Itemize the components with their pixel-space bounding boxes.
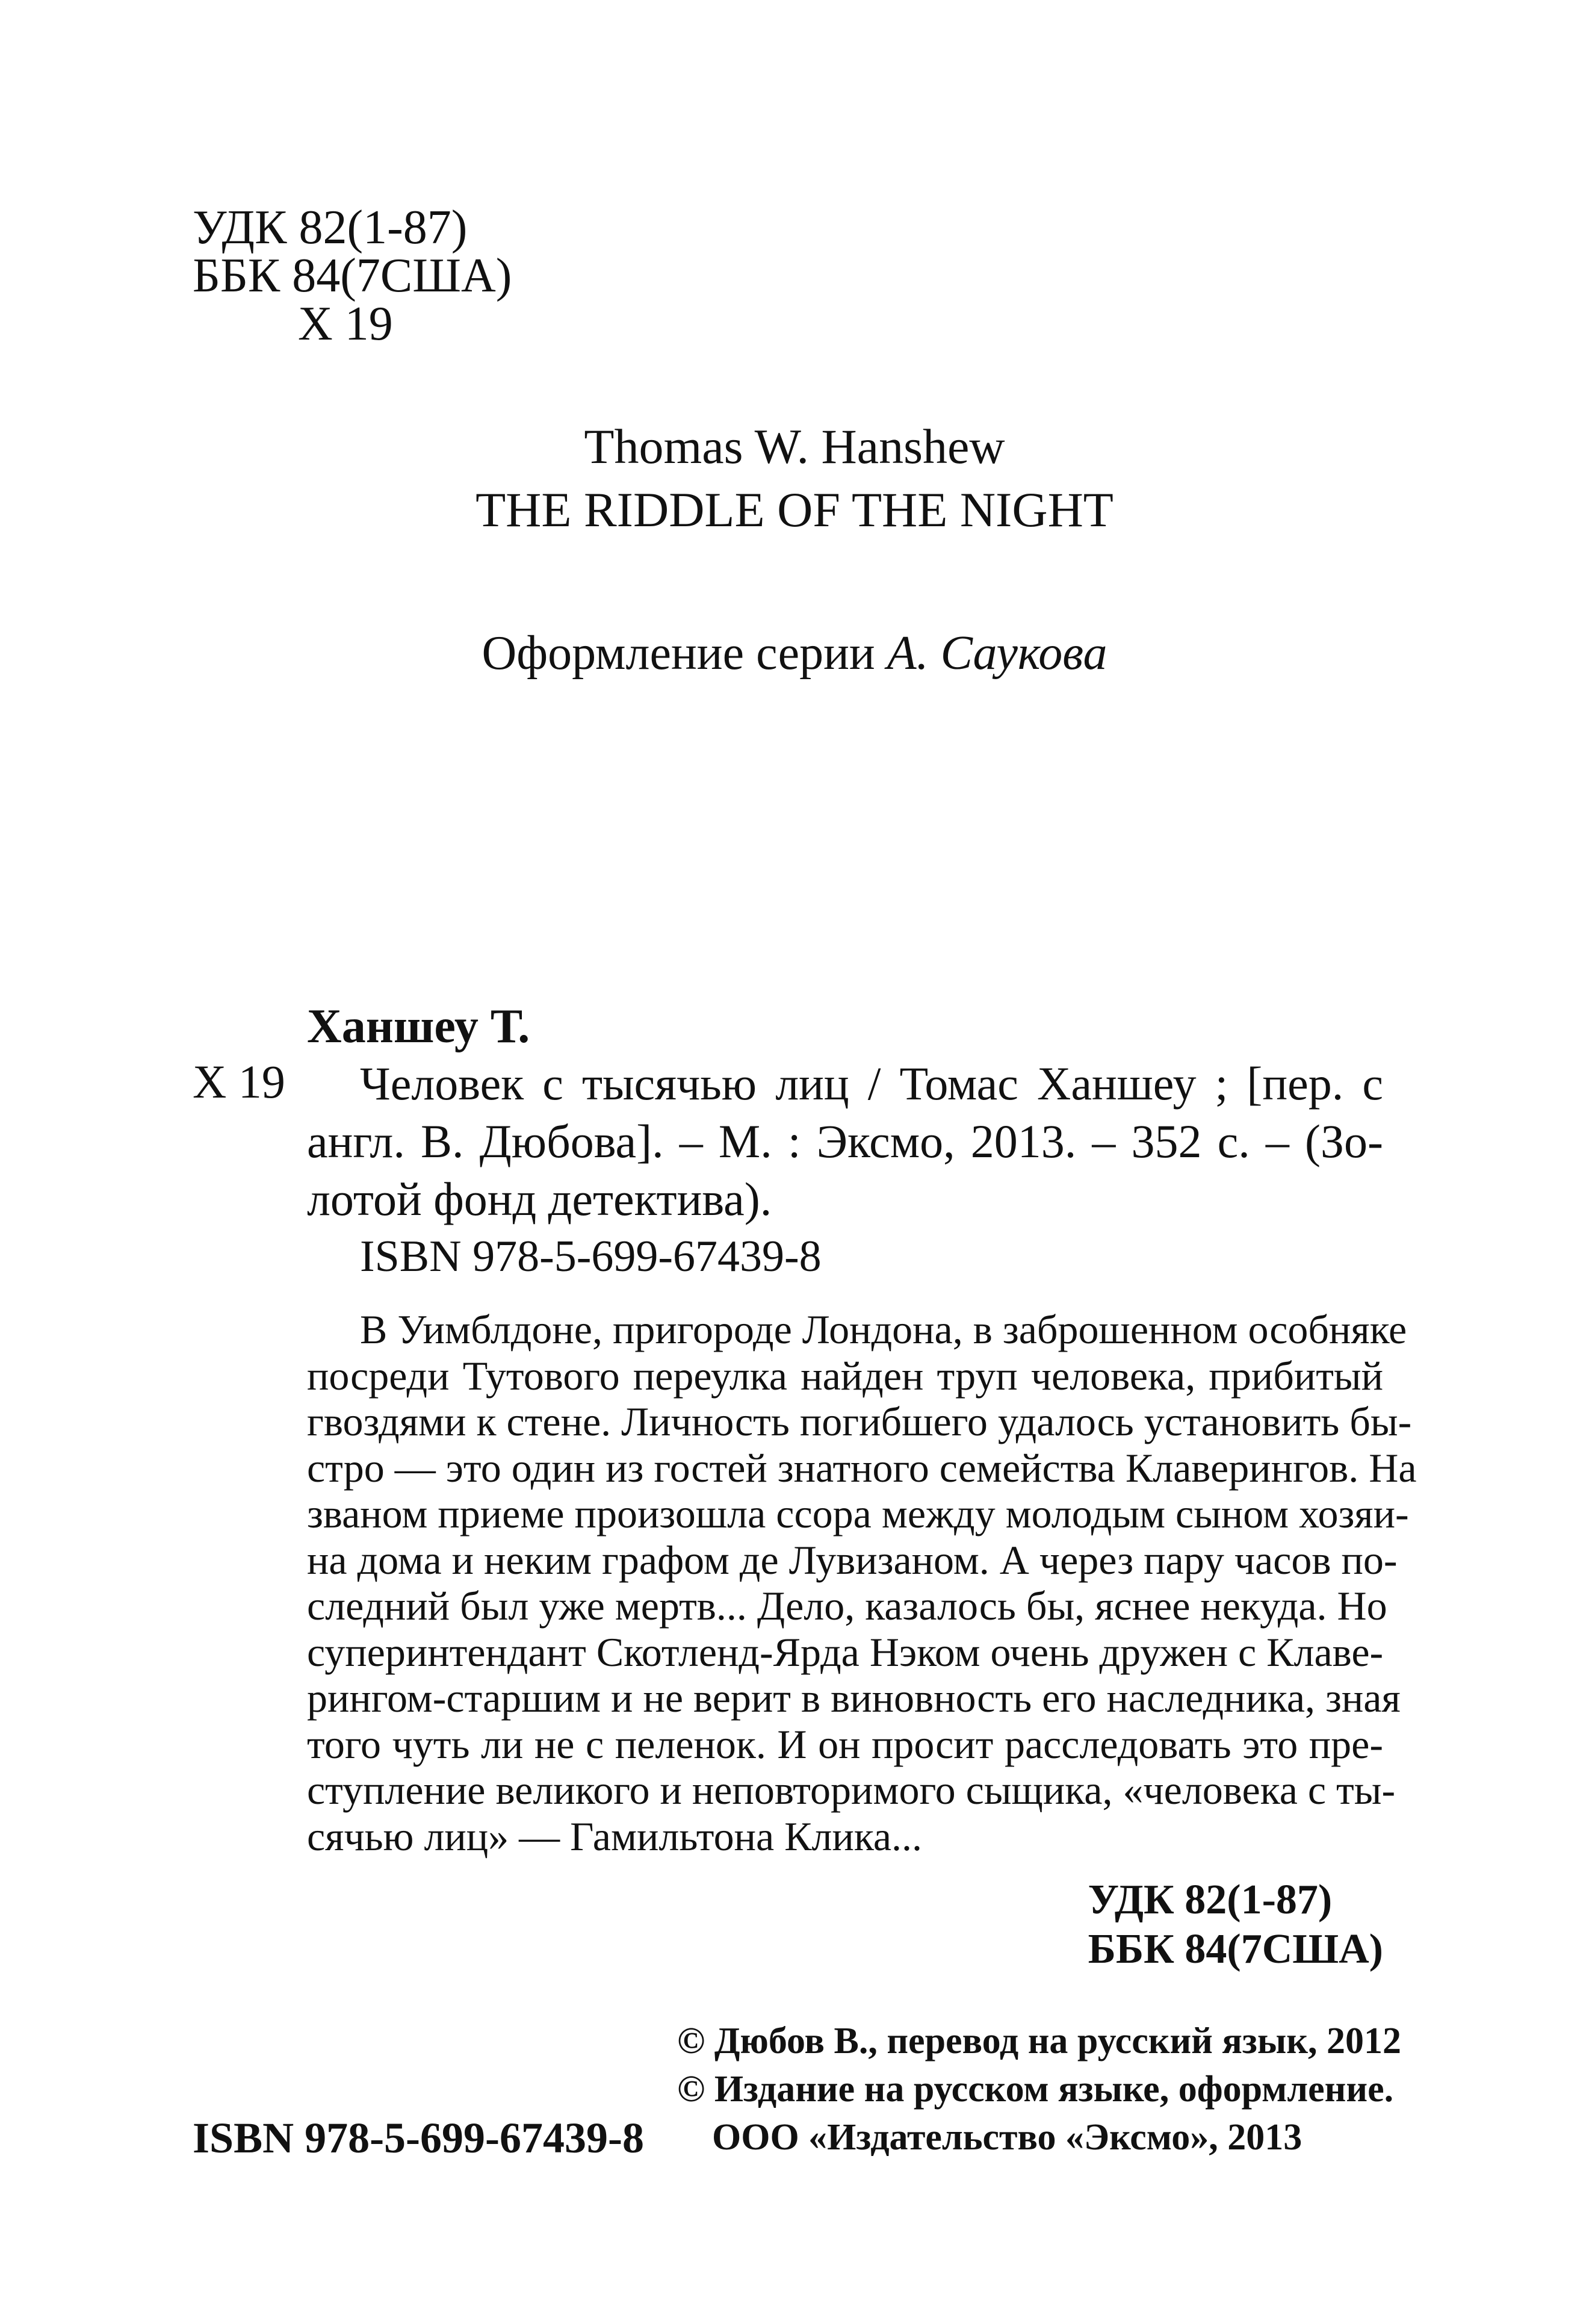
isbn-footer: ISBN 978-5-699-67439-8	[193, 2114, 644, 2162]
abstract-line: ступление великого и неповторимого сыщика, «человека с ты-	[307, 1767, 1396, 1813]
udk-code-top: УДК 82(1-87)	[193, 201, 468, 254]
bibliographic-description	[360, 1055, 1383, 1113]
abstract-line: того чуть ли не с пеленок. И он просит расследовать это пре-	[307, 1721, 1383, 1767]
bbk-code: ББК 84(7США)	[1088, 1926, 1383, 1972]
bibliographic-description-cont	[307, 1113, 1383, 1228]
abstract-line: стро — это один из гостей знатного семейства Клаверингов. На	[307, 1444, 1417, 1491]
abstract-first-line	[360, 1306, 1407, 1353]
copyright-line: ООО «Издательство «Эксмо», 2013	[712, 2117, 1302, 2158]
author-mark-top: Х 19	[298, 297, 393, 350]
abstract-line: посреди Тутового переулка найден труп человека, прибитый	[307, 1352, 1383, 1399]
abstract-line: званом приеме произошла ссора между молодым сыном хозяи-	[307, 1491, 1409, 1536]
abstract-line: на дома и неким графом де Лувизаном. А через пару часов по-	[307, 1536, 1398, 1583]
copyright-block	[677, 2017, 1401, 2161]
series-design-label: Оформление серии	[482, 627, 875, 680]
abstract-line: суперинтендант Скотленд-Ярда Нэком очень дружен с Клаве-	[307, 1629, 1384, 1675]
copyright-line: © Издание на русском языке, оформление.	[677, 2069, 1394, 2110]
description-line: Человек с тысячью лиц / Томас Ханшеу ; [пер. с	[360, 1057, 1383, 1110]
abstract	[307, 1352, 1417, 1860]
description-line: англ. В. Дюбова]. – М. : Эксмо, 2013. – 352 с. – (Зо-	[307, 1115, 1383, 1167]
series-designer: А. Саукова	[887, 627, 1107, 680]
original-title: THE RIDDLE OF THE NIGHT	[475, 482, 1114, 537]
udk-code: УДК 82(1-87)	[1088, 1877, 1333, 1923]
abstract-line: рингом-старшим и не верит в виновность его наследника, зная	[307, 1675, 1401, 1721]
author-heading: Ханшеу Т.	[307, 1000, 530, 1053]
abstract-line: сячью лиц» — Гамильтона Клика...	[307, 1813, 923, 1859]
abstract-line: гвоздями к стене. Личность погибшего удалось установить бы-	[307, 1399, 1412, 1444]
udk-code-right	[1088, 1875, 1383, 1974]
original-author: Thomas W. Hanshew	[584, 419, 1005, 474]
author-mark-left: Х 19	[193, 1055, 285, 1108]
description-line: лотой фонд детектива).	[307, 1173, 772, 1225]
series-design	[0, 626, 1589, 681]
isbn-record: ISBN 978-5-699-67439-8	[360, 1232, 822, 1281]
bbk-code-top: ББК 84(7США)	[193, 249, 512, 302]
abstract-line: следний был уже мертв... Дело, казалось бы, яснее некуда. Но	[307, 1583, 1387, 1629]
copyright-line: © Дюбов В., перевод на русский язык, 2012	[677, 2021, 1401, 2061]
abstract-line: В Уимблдоне, пригороде Лондона, в заброшенном особняке	[360, 1306, 1407, 1352]
